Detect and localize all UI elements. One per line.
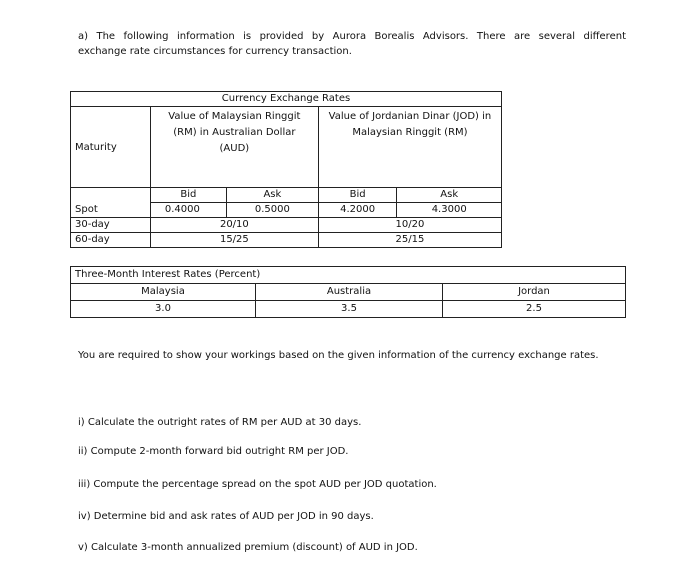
rm-in-aud-header-line-1: Value of Malaysian Ringgit <box>168 111 301 122</box>
maturity-spot: Spot <box>71 203 151 218</box>
30-day-jod-points: 10/20 <box>318 218 501 233</box>
jod-ask-header: Ask <box>397 188 502 203</box>
interest-table-title: Three-Month Interest Rates (Percent) <box>71 267 626 284</box>
maturity-header: Maturity <box>71 107 151 188</box>
table-row <box>71 203 502 218</box>
intro-line-2: exchange rate circumstances for currency transaction. <box>78 46 352 57</box>
question-1: i) Calculate the outright rates of RM per AUD at 30 days. <box>78 417 362 428</box>
rm-in-aud-header-line-2: (RM) in Australian Dollar <box>173 127 296 138</box>
instruction-text: You are required to show your workings based on the given information of the currency exchange rates. <box>78 350 599 361</box>
rate-jordan: 2.5 <box>443 301 626 318</box>
30-day-rm-points: 20/10 <box>150 218 318 233</box>
60-day-rm-points: 15/25 <box>150 233 318 248</box>
60-day-jod-points: 25/15 <box>318 233 501 248</box>
spot-rm-ask: 0.5000 <box>226 203 318 218</box>
rate-malaysia: 3.0 <box>71 301 256 318</box>
jod-bid-header: Bid <box>318 188 396 203</box>
rate-australia: 3.5 <box>256 301 443 318</box>
rm-in-aud-header-line-3: (AUD) <box>219 143 250 154</box>
spot-jod-ask: 4.3000 <box>397 203 502 218</box>
jod-in-rm-header <box>318 107 501 188</box>
question-2: ii) Compute 2-month forward bid outright RM per JOD. <box>78 446 349 457</box>
rm-ask-header: Ask <box>226 188 318 203</box>
column-malaysia: Malaysia <box>71 284 256 301</box>
jod-in-rm-header-line-1: Value of Jordanian Dinar (JOD) in <box>328 111 492 122</box>
spot-jod-bid: 4.2000 <box>318 203 396 218</box>
table-row <box>71 218 502 233</box>
question-5: v) Calculate 3-month annualized premium (discount) of AUD in JOD. <box>78 542 418 553</box>
rm-in-aud-header <box>150 107 318 188</box>
jod-in-rm-header-line-2: Malaysian Ringgit (RM) <box>352 127 468 138</box>
exchange-table-title: Currency Exchange Rates <box>71 92 502 107</box>
maturity-60-day: 60-day <box>71 233 151 248</box>
column-jordan: Jordan <box>443 284 626 301</box>
intro-line-1: a) The following information is provided by Aurora Borealis Advisors. There are several different <box>78 31 626 42</box>
question-3: iii) Compute the percentage spread on the spot AUD per JOD quotation. <box>78 479 437 490</box>
table-row <box>71 233 502 248</box>
rm-bid-header: Bid <box>150 188 226 203</box>
exchange-rate-table <box>70 91 502 248</box>
column-australia: Australia <box>256 284 443 301</box>
interest-rate-table <box>70 266 626 318</box>
maturity-30-day: 30-day <box>71 218 151 233</box>
spot-rm-bid: 0.4000 <box>150 203 226 218</box>
intro-paragraph <box>78 29 626 59</box>
question-4: iv) Determine bid and ask rates of AUD per JOD in 90 days. <box>78 511 374 522</box>
